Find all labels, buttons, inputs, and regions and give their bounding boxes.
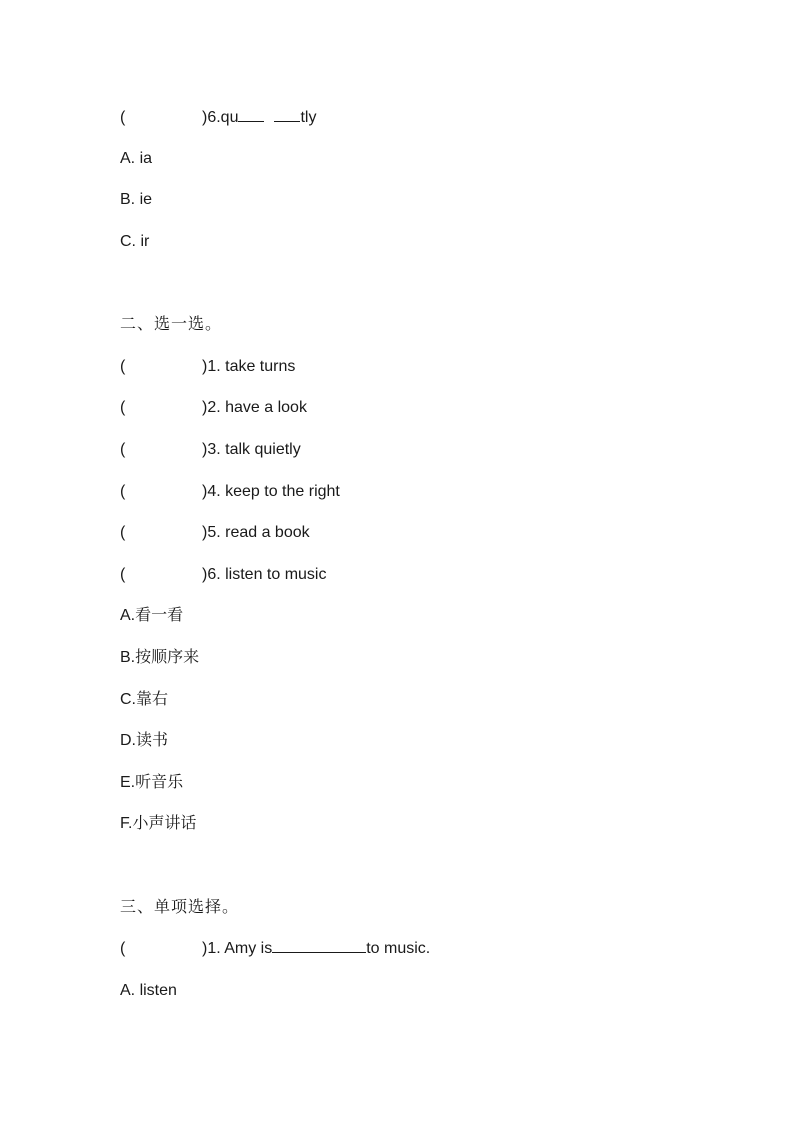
section-3-heading: 三、单项选择。 — [120, 899, 240, 916]
match-answer-b: B.按顺序来 — [120, 649, 200, 666]
match-answer-f: F.小声讲话 — [120, 815, 197, 832]
match-answer-c: C.靠右 — [120, 691, 169, 708]
option-b: B. ie — [120, 191, 153, 208]
question-prefix: )1. Amy is — [202, 940, 273, 957]
match-question-label: )3. talk quietly — [202, 441, 301, 458]
match-answer-e: E.听音乐 — [120, 774, 184, 791]
question-suffix: to music. — [366, 940, 431, 957]
match-question-6 — [120, 564, 326, 586]
match-question-5 — [120, 522, 310, 544]
letter-blank-1[interactable] — [238, 107, 264, 122]
match-question-3 — [120, 439, 301, 461]
match-question-4 — [120, 481, 340, 503]
answer-bracket-close: ) — [202, 109, 208, 126]
section-2-heading: 二、选一选。 — [120, 316, 223, 333]
answer-bracket-open: ( — [120, 566, 126, 583]
match-question-label: )5. read a book — [202, 524, 310, 541]
fill-question-6 — [120, 107, 316, 129]
answer-bracket-open: ( — [120, 441, 126, 458]
answer-bracket-open: ( — [120, 109, 126, 126]
word-start: qu — [220, 109, 239, 126]
option-c: C. ir — [120, 233, 150, 250]
match-question-1 — [120, 356, 295, 378]
answer-bracket-open: ( — [120, 399, 126, 416]
letter-blank-2[interactable] — [274, 107, 300, 122]
word-end: tly — [300, 109, 317, 126]
choice-option-a: A. listen — [120, 982, 177, 999]
answer-bracket-open: ( — [120, 940, 126, 957]
choice-question-1 — [120, 938, 430, 960]
match-question-2 — [120, 397, 307, 419]
match-question-label: )4. keep to the right — [202, 483, 340, 500]
option-a: A. ia — [120, 150, 153, 167]
match-answer-d: D.读书 — [120, 732, 169, 749]
match-answer-a: A.看一看 — [120, 607, 184, 624]
match-question-label: )2. have a look — [202, 399, 307, 416]
answer-bracket-open: ( — [120, 358, 126, 375]
answer-bracket-open: ( — [120, 483, 126, 500]
match-question-label: )6. listen to music — [202, 566, 327, 583]
answer-blank[interactable] — [272, 938, 366, 953]
question-number: 6. — [207, 109, 221, 126]
match-question-label: )1. take turns — [202, 358, 296, 375]
answer-bracket-open: ( — [120, 524, 126, 541]
